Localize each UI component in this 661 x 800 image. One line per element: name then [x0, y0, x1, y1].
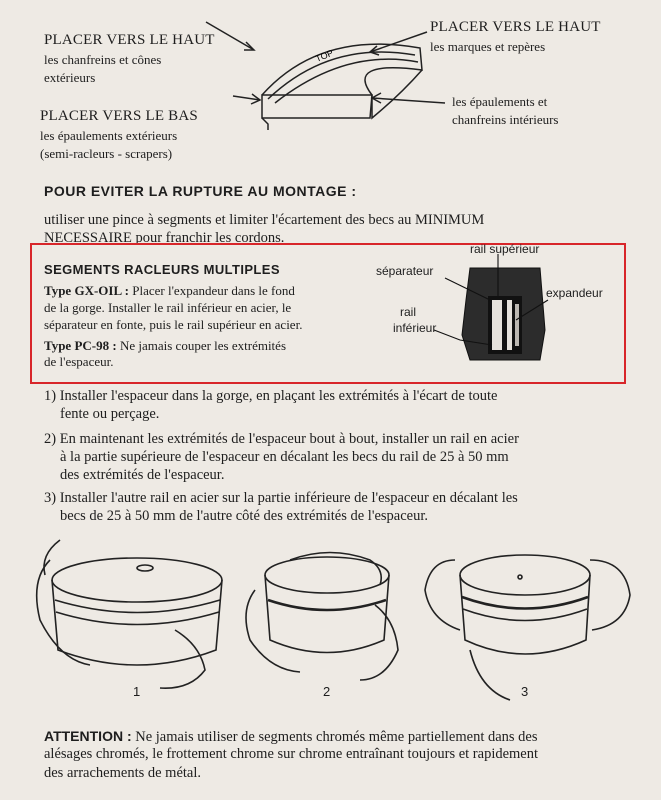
figure-3-number: 3: [521, 684, 529, 699]
gx-label: Type GX-OIL :: [44, 283, 129, 298]
attention-line2: alésages chromés, le frottement chrome sur chrome entraînant toujours et rapidement: [44, 746, 539, 762]
gx-line1: Placer l'expandeur dans le fond: [132, 283, 295, 298]
left-down-line1: les épaulements extérieurs: [40, 128, 178, 143]
step-1-number: 1): [44, 388, 57, 404]
step-2-number: 2): [44, 431, 57, 447]
right-up-line1: les marques et repères: [430, 39, 546, 54]
attention-line3: des arrachements de métal.: [44, 765, 202, 781]
mounting-line2: NECESSAIRE pour franchir les cordons.: [44, 230, 285, 246]
step-2-line3: des extrémités de l'espaceur.: [60, 467, 225, 483]
left-up-line2: extérieurs: [44, 70, 96, 85]
pc-line2: de l'espaceur.: [44, 354, 114, 369]
figure-2-number: 2: [323, 684, 331, 699]
mounting-line1: utiliser une pince à segments et limiter l'écartement des becs au MINIMUM: [44, 212, 485, 228]
left-up-line1: les chanfreins et cônes: [44, 52, 162, 67]
ring-top-mark: TOP: [314, 47, 335, 64]
left-down-title: PLACER VERS LE BAS: [40, 108, 198, 124]
label-rail-inferieur-2: inférieur: [393, 321, 437, 335]
figure-1-illustration: [37, 540, 222, 688]
step-3-line2: becs de 25 à 50 mm de l'autre côté des extrémités de l'espaceur.: [60, 508, 428, 524]
step-2-line2: à la partie supérieure de l'espaceur en décalant les becs du rail de 25 à 50 mm: [60, 449, 509, 465]
right-up-title: PLACER VERS LE HAUT: [430, 19, 601, 35]
figure-1-number: 1: [133, 684, 141, 699]
oil-rings-title: SEGMENTS RACLEURS MULTIPLES: [44, 262, 280, 277]
step-2-line1: En maintenant les extrémités de l'espaceur bout à bout, installer un rail en acier: [59, 431, 519, 447]
right-lower-line1: les épaulements et: [452, 94, 548, 109]
label-expandeur: expandeur: [546, 286, 603, 300]
step-1-line2: fente ou perçage.: [60, 406, 160, 422]
attention-label: ATTENTION :: [44, 728, 132, 744]
left-up-title: PLACER VERS LE HAUT: [44, 32, 215, 48]
step-1-line1: Installer l'espaceur dans la gorge, en plaçant les extrémités à l'écart de toute: [59, 388, 498, 404]
step-3-number: 3): [44, 490, 57, 506]
gx-line3: séparateur en fonte, puis le rail supérieur en acier.: [44, 317, 303, 332]
label-rail-superieur: rail supérieur: [470, 242, 540, 256]
label-rail-inferieur-1: rail: [400, 305, 417, 319]
figure-2-illustration: [246, 553, 398, 681]
gx-line2: de la gorge. Installer le rail inférieur en acier, le: [44, 300, 292, 315]
pc-label: Type PC-98 :: [44, 338, 117, 353]
left-down-line2: (semi-racleurs - scrapers): [40, 146, 173, 161]
pc-line1: Ne jamais couper les extrémités: [119, 338, 287, 353]
label-separateur: séparateur: [376, 264, 434, 278]
mounting-title: POUR EVITER LA RUPTURE AU MONTAGE :: [44, 183, 357, 199]
step-3-line1: Installer l'autre rail en acier sur la partie inférieure de l'espaceur en décalant les: [59, 490, 518, 506]
right-lower-line2: chanfreins intérieurs: [452, 112, 559, 127]
figure-3-illustration: [425, 555, 630, 700]
attention-line1: Ne jamais utiliser de segments chromés même partiellement dans des: [135, 729, 538, 745]
